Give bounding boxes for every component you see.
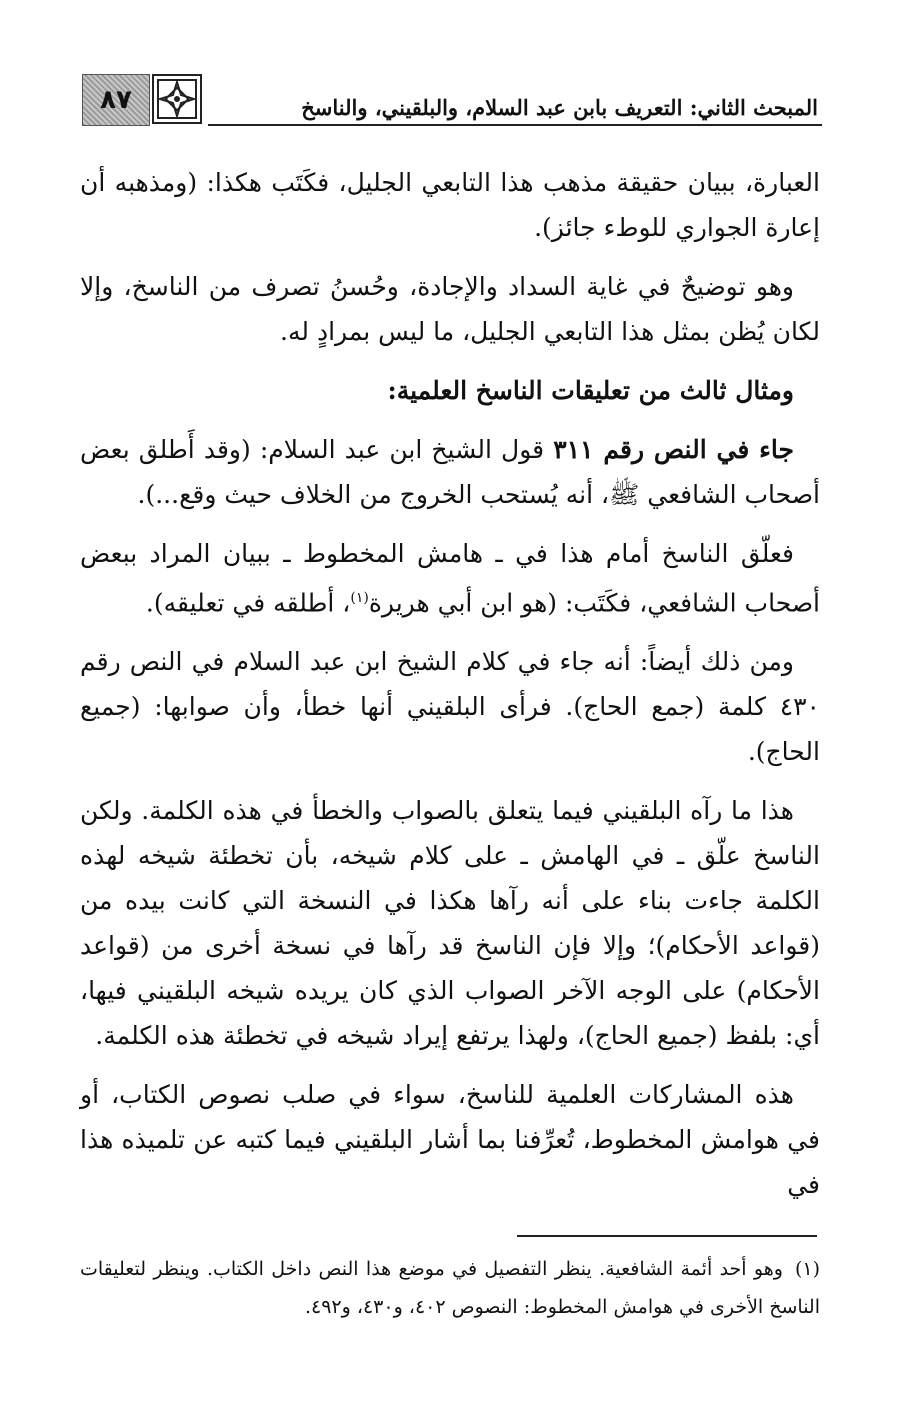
paragraph: [80, 639, 820, 774]
page-number-box: [82, 74, 150, 126]
paragraph: [80, 368, 820, 413]
footnotes: [80, 1250, 820, 1326]
paragraph: [80, 160, 820, 250]
footnote-text: وهو أحد أئمة الشافعية. ينظر التفصيل في موضع هذا النص داخل الكتاب. وينظر لتعليقات الناسخ الأخرى في هوامش المخطوط: النصوص ٤٠٢، و٤٣٠، و٤٩٢.: [80, 1258, 820, 1318]
paragraph: [80, 788, 820, 1058]
paragraph-text: قول الشيخ ابن عبد السلام: (وقد أَطلق بعض أصحاب الشافعي ﷺ، أنه يُستحب الخروج من الخلاف حيث وقع...).: [80, 435, 820, 509]
paragraph-text: هذا ما رآه البلقيني فيما يتعلق بالصواب والخطأ في هذه الكلمة. ولكن الناسخ علّق ـ في الهامش ـ على كلام شيخه، بأن تخطئة شيخه لهذه الكلمة جاءت بناء على أنه رآها هكذا في النسخة التي كانت بيده من (قواعد الأحكام)؛ وإلا فإن الناسخ قد رآها في نسخة أخرى من (قواعد الأحكام) على الوجه الآخر الصواب الذي كان يريده شيخه البلقيني فيها، أي: بلفظ (جميع الحاج)، ولهذا يرتفع إيراد شيخه في تخطئة هذه الكلمة.: [80, 796, 820, 1051]
paragraph-text: ومن ذلك أيضاً: أنه جاء في كلام الشيخ ابن عبد السلام في النص رقم ٤٣٠ كلمة (جمع الحاج). فرأى البلقيني أنها خطأ، وأن صوابها: (جميع الحاج).: [80, 647, 820, 767]
paragraph: [80, 531, 820, 625]
paragraph-text: هذه المشاركات العلمية للناسخ، سواء في صلب نصوص الكتاب، أو في هوامش المخطوط، تُعرِّفنا بما أشار البلقيني فيما كتبه عن تلميذه هذا في: [80, 1080, 820, 1200]
paragraph: [80, 427, 820, 517]
paragraph-text: ومثال ثالث من تعليقات الناسخ العلمية:: [387, 376, 794, 405]
paragraph: [80, 264, 820, 354]
paragraph-lead: جاء في النص رقم ٣١١: [553, 435, 794, 464]
running-title: المبحث الثاني: التعريف بابن عبد السلام، والبلقيني، والناسخ: [301, 95, 818, 120]
paragraph-text: فعلّق الناسخ أمام هذا في ـ هامش المخطوط ـ ببيان المراد ببعض أصحاب الشافعي، فكَتَب: (هو ابن أبي هريرة: [80, 539, 820, 618]
ornament-icon: [152, 74, 202, 124]
paragraph: [80, 1072, 820, 1207]
page-header: [82, 74, 822, 130]
paragraph-text-after: ، أطلقه في تعليقه).: [145, 588, 351, 618]
page-number: ٨٧: [100, 85, 132, 115]
body-text: [80, 160, 820, 1221]
header-rule: [208, 124, 822, 126]
footnote: [80, 1250, 820, 1326]
footnote-reference[interactable]: (١): [350, 590, 369, 606]
paragraph-text: العبارة، ببيان حقيقة مذهب هذا التابعي الجليل، فكَتَب هكذا: (ومذهبه أن إعارة الجواري للوطء جائز).: [80, 168, 820, 242]
footnote-marker: (١): [794, 1258, 820, 1280]
footnote-separator: [517, 1235, 817, 1237]
paragraph-text: وهو توضيحٌ في غاية السداد والإجادة، وحُسنُ تصرف من الناسخ، وإلا لكان يُظن بمثل هذا التابعي الجليل، ما ليس بمرادٍ له.: [80, 272, 820, 346]
